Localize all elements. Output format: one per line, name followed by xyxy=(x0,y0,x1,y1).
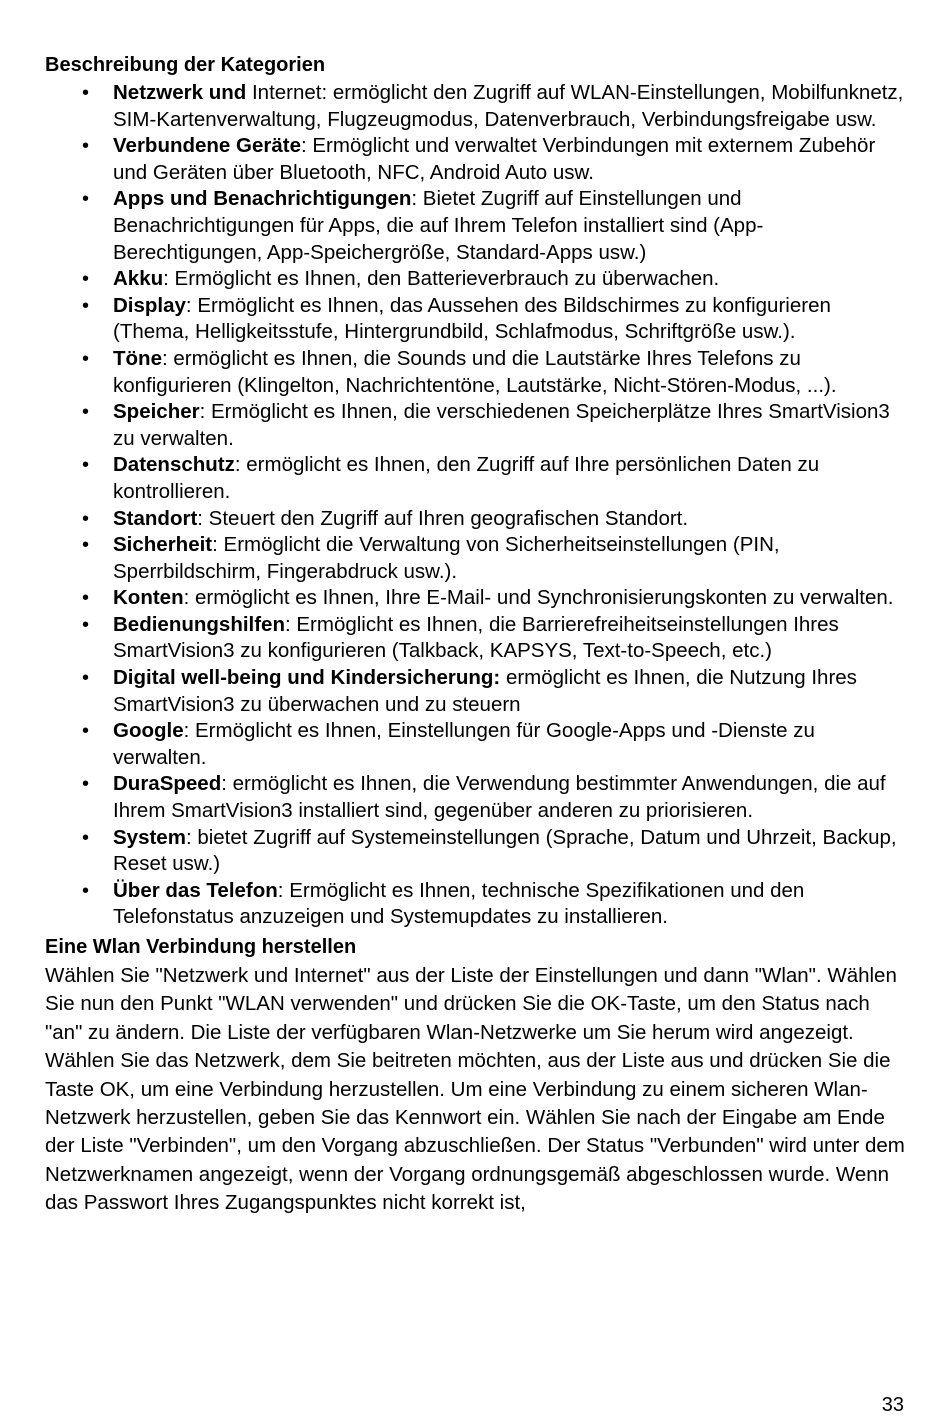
item-term: Töne xyxy=(113,346,162,370)
list-item xyxy=(113,506,905,533)
item-term: Über das Telefon xyxy=(113,878,278,902)
item-text: : Bietet Zugriff auf Einstellungen und Benachrichtigungen für Apps, die auf Ihrem Telefon installiert sind (App-Berechtigungen, App-Speichergröße, Standard-Apps usw.) xyxy=(113,187,764,264)
item-term: Akku xyxy=(113,267,164,291)
section-heading-wlan: Eine Wlan Verbindung herstellen xyxy=(45,936,357,958)
list-item xyxy=(113,612,905,665)
item-text: : ermöglicht es Ihnen, den Zugriff auf Ihre persönlichen Daten zu kontrollieren. xyxy=(113,453,820,503)
item-term: Google xyxy=(113,719,184,743)
list-item xyxy=(113,452,905,505)
item-text: : ermöglicht es Ihnen, die Sounds und die Lautstärke Ihres Telefons zu konfigurieren (Klingelton, Nachrichtentöne, Lautstärke, Nicht-Stören-Modus, ...). xyxy=(113,346,837,397)
list-item xyxy=(113,80,905,133)
list-item xyxy=(113,771,905,824)
item-text: : Ermöglicht es Ihnen, technische Spezifikationen und den Telefonstatus anzuzeigen und Systemupdates zu installieren. xyxy=(113,878,805,929)
item-term: Speicher xyxy=(113,400,200,424)
page-number: 33 xyxy=(881,1394,904,1416)
list-item xyxy=(113,585,905,612)
item-text: : Steuert den Zugriff auf Ihren geografischen Standort. xyxy=(197,506,689,530)
item-term: DuraSpeed xyxy=(113,772,222,796)
item-term: Datenschutz xyxy=(113,453,235,477)
list-item xyxy=(113,266,905,293)
list-item xyxy=(113,186,905,266)
item-term: Konten xyxy=(113,586,184,610)
item-term: Netzwerk und xyxy=(113,81,247,104)
item-text: : Ermöglicht es Ihnen, den Batterieverbrauch zu überwachen. xyxy=(163,267,720,291)
item-text: : Ermöglicht es Ihnen, das Aussehen des Bildschirmes zu konfigurieren (Thema, Helligkeitsstufe, Hintergrundbild, Schlafmodus, Schriftgröße usw.). xyxy=(113,293,831,344)
item-term: Bedienungshilfen xyxy=(113,612,285,636)
list-item xyxy=(113,532,905,585)
item-term: Digital well-being und Kindersicherung: xyxy=(113,666,501,690)
section-heading-categories: Beschreibung der Kategorien xyxy=(45,54,326,76)
item-term: Apps und Benachrichtigungen xyxy=(113,187,412,211)
list-item xyxy=(113,133,905,186)
list-item xyxy=(113,399,905,452)
item-text: : Ermöglicht und verwaltet Verbindungen mit externem Zubehör und Geräten über Bluetooth, NFC, Android Auto usw. xyxy=(113,134,876,184)
item-text: ermöglicht es Ihnen, die Nutzung Ihres SmartVision3 zu überwachen und zu steuern xyxy=(113,666,857,716)
item-text: : Ermöglicht die Verwaltung von Sicherheitseinstellungen (PIN, Sperrbildschirm, Fingerabdruck usw.). xyxy=(113,533,780,583)
item-term: System xyxy=(113,825,186,849)
item-text: : ermöglicht es Ihnen, die Verwendung bestimmter Anwendungen, die auf Ihrem SmartVision3 installiert sind, gegenüber anderen zu priorisieren. xyxy=(113,772,886,823)
list-item xyxy=(113,825,905,878)
list-item xyxy=(113,665,905,718)
item-text: Internet: ermöglicht den Zugriff auf WLAN-Einstellungen, Mobilfunknetz, SIM-Kartenverwaltung, Flugzeugmodus, Datenverbrauch, Verbindungsfreigabe usw. xyxy=(113,81,904,131)
item-text: : bietet Zugriff auf Systemeinstellungen (Sprache, Datum und Uhrzeit, Backup, Reset usw.) xyxy=(113,825,897,876)
wlan-paragraph: Wählen Sie "Netzwerk und Internet" aus der Liste der Einstellungen und dann "Wlan". Wählen Sie nun den Punkt "WLAN verwenden" und drücken Sie die OK-Taste, um den Status nach "an" zu ändern. Die Liste der verfügbaren Wlan-Netzwerke um Sie herum wird angezeigt. Wählen Sie das Netzwerk, dem Sie beitreten möchten, aus der Liste aus und drücken Sie die Taste OK, um eine Verbindung herzustellen. Um eine Verbindung zu einem sicheren Wlan-Netzwerk herzustellen, geben Sie das Kennwort ein. Wählen Sie nach der Eingabe am Ende der Liste "Verbinden", um den Vorgang abzuschließen. Der Status "Verbunden" wird unter dem Netzwerknamen angezeigt, wenn der Vorgang ordnungsgemäß abgeschlossen wurde. Wenn das Passwort Ihres Zugangspunktes nicht korrekt ist, xyxy=(45,964,905,1215)
item-term: Standort xyxy=(113,506,198,530)
list-item xyxy=(113,346,905,399)
item-term: Verbundene Geräte xyxy=(113,134,301,158)
item-text: : ermöglicht es Ihnen, Ihre E-Mail- und Synchronisierungskonten zu verwalten. xyxy=(183,586,894,610)
list-item xyxy=(113,878,905,931)
item-text: : Ermöglicht es Ihnen, Einstellungen für Google-Apps und -Dienste zu verwalten. xyxy=(113,719,815,769)
item-term: Sicherheit xyxy=(113,533,213,557)
list-item xyxy=(113,293,905,346)
list-item xyxy=(113,718,905,771)
category-list xyxy=(45,80,905,931)
document-page xyxy=(45,52,905,1218)
item-text: : Ermöglicht es Ihnen, die Barrierefreiheitseinstellungen Ihres SmartVision3 zu konfigurieren (Talkback, KAPSYS, Text-to-Speech, etc.) xyxy=(113,612,839,663)
item-term: Display xyxy=(113,293,186,317)
item-text: : Ermöglicht es Ihnen, die verschiedenen Speicherplätze Ihres SmartVision3 zu verwalten. xyxy=(113,400,890,450)
